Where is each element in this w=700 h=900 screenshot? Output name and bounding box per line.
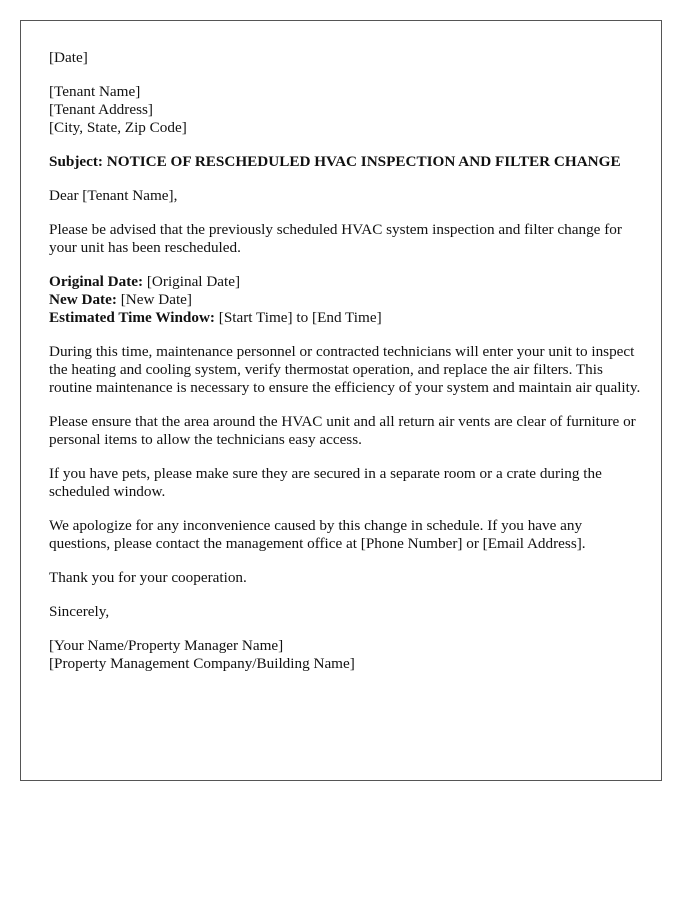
time-window-value: [Start Time] to [End Time] [214, 309, 382, 326]
body-paragraph-clear-area: Please ensure that the area around the HVAC unit and all return air vents are clear of furniture or personal items to allow the technicians easy access. [49, 413, 636, 448]
body-paragraph-access-info: During this time, maintenance personnel or contracted technicians will enter your unit to inspect the heating and cooling system, verify thermostat operation, and replace the air filters. This routine maintenance is necessary to ensure the efficiency of your system and maintain air quality. [49, 343, 641, 396]
signature-block [49, 637, 641, 673]
recipient-name: [Tenant Name] [49, 83, 141, 100]
schedule-details [49, 273, 641, 327]
signature-name: [Your Name/Property Manager Name] [49, 637, 284, 654]
subject-line: Subject: NOTICE OF RESCHEDULED HVAC INSPECTION AND FILTER CHANGE [49, 153, 621, 170]
date-text: [Date] [49, 49, 88, 66]
closing: Sincerely, [49, 603, 110, 620]
thanks-line: Thank you for your cooperation. [49, 569, 247, 586]
original-date-label: Original Date: [49, 273, 144, 290]
letter-date [49, 49, 641, 67]
intro-paragraph: Please be advised that the previously scheduled HVAC system inspection and filter change for your unit has been rescheduled. [49, 221, 622, 256]
salutation: Dear [Tenant Name], [49, 187, 178, 204]
new-date-row [49, 291, 641, 309]
original-date-row [49, 273, 641, 291]
time-window-row [49, 309, 641, 327]
recipient-city-state-zip: [City, State, Zip Code] [49, 119, 187, 136]
body-paragraph-apology-contact: We apologize for any inconvenience caused by this change in schedule. If you have any questions, please contact the management office at [Phone Number] or [Email Address]. [49, 517, 586, 552]
recipient-address: [Tenant Address] [49, 101, 153, 118]
signature-company: [Property Management Company/Building Name] [49, 655, 355, 672]
time-window-label: Estimated Time Window: [49, 309, 215, 326]
recipient-address-block [49, 83, 641, 137]
new-date-value: [New Date] [116, 291, 192, 308]
new-date-label: New Date: [49, 291, 117, 308]
body-paragraph-pets: If you have pets, please make sure they are secured in a separate room or a crate during the scheduled window. [49, 465, 602, 500]
original-date-value: [Original Date] [143, 273, 241, 290]
letter-page [20, 20, 662, 781]
